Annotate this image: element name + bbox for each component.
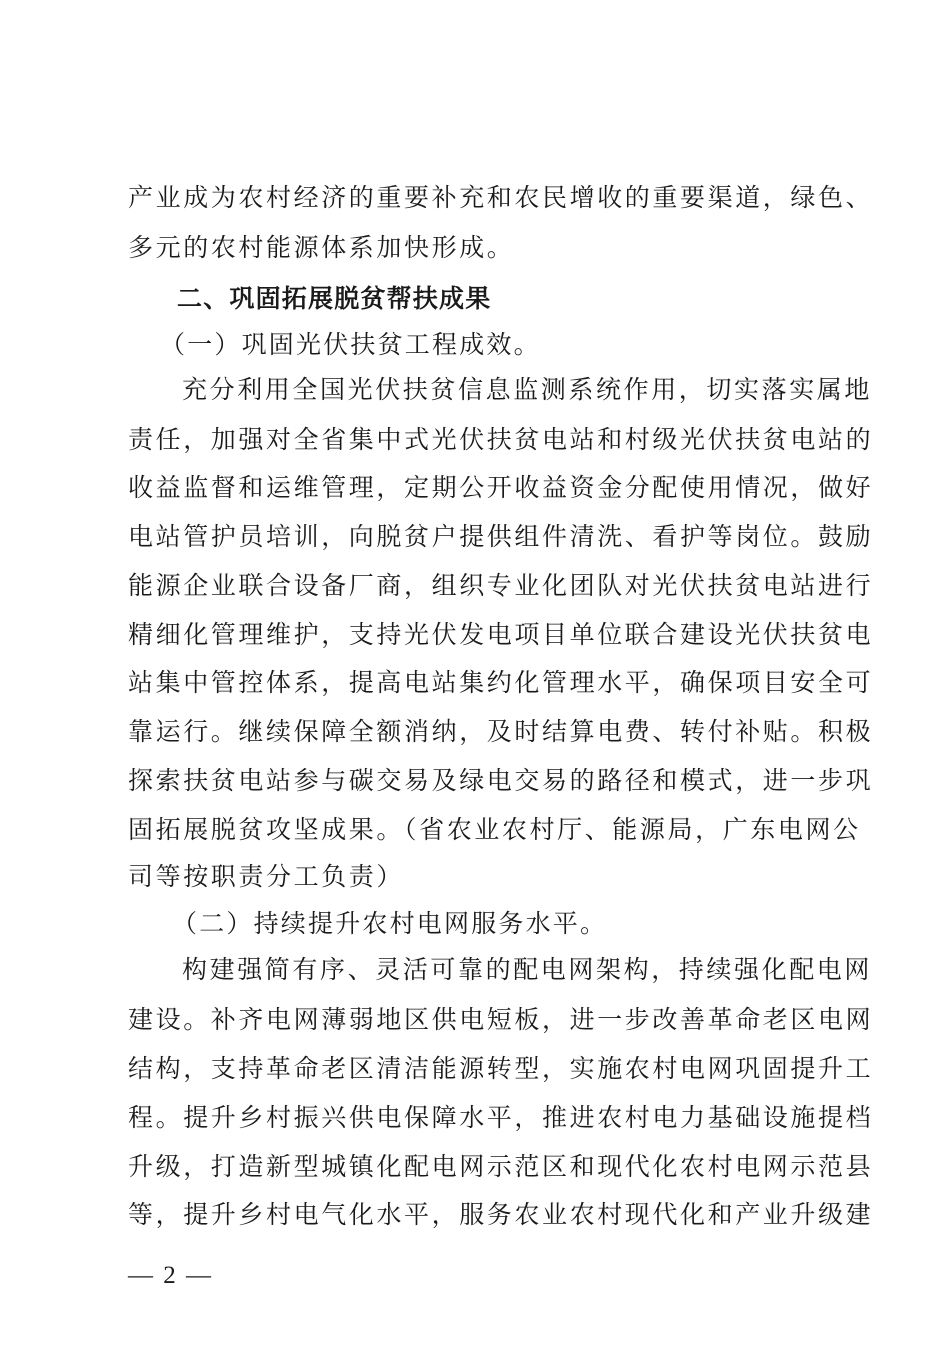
paragraph-line: 结构，支持革命老区清洁能源转型，实施农村电网巩固提升工	[128, 1054, 874, 1083]
paragraph-line: 充分利用全国光伏扶贫信息监测系统作用，切实落实属地	[182, 375, 873, 404]
paragraph-line: 建设。补齐电网薄弱地区供电短板，进一步改善革命老区电网	[128, 1005, 874, 1034]
paragraph-line: 能源企业联合设备厂商，组织专业化团队对光伏扶贫电站进行	[128, 571, 874, 600]
paragraph-line: 程。提升乡村振兴供电保障水平，推进农村电力基础设施提档	[128, 1103, 874, 1132]
paragraph-line: 电站管护员培训，向脱贫户提供组件清洗、看护等岗位。鼓励	[128, 522, 874, 551]
paragraph-line: 构建强简有序、灵活可靠的配电网架构，持续强化配电网	[182, 955, 873, 984]
paragraph-line: 精细化管理维护，支持光伏发电项目单位联合建设光伏扶贫电	[128, 620, 874, 649]
page-number: — 2 —	[128, 1262, 213, 1289]
paragraph-line: 升级，打造新型城镇化配电网示范区和现代化农村电网示范县	[128, 1152, 874, 1181]
paragraph-line: 多元的农村能源体系加快形成。	[128, 233, 515, 262]
paragraph-line: 产业成为农村经济的重要补充和农民增收的重要渠道，绿色、	[128, 183, 874, 212]
paragraph-line: 站集中管控体系，提高电站集约化管理水平，确保项目安全可	[128, 668, 874, 697]
paragraph-line: 等，提升乡村电气化水平，服务农业农村现代化和产业升级建	[128, 1200, 874, 1229]
paragraph-line: 固拓展脱贫攻坚成果。（省农业农村厅、能源局，广东电网公	[128, 815, 861, 844]
paragraph-line: 责任，加强对全省集中式光伏扶贫电站和村级光伏扶贫电站的	[128, 425, 874, 454]
subsection-heading: （一）巩固光伏扶贫工程成效。	[160, 330, 541, 359]
paragraph-line: 探索扶贫电站参与碳交易及绿电交易的路径和模式，进一步巩	[128, 766, 874, 795]
paragraph-line: 靠运行。继续保障全额消纳，及时结算电费、转付补贴。积极	[128, 717, 874, 746]
subsection-heading: （二）持续提升农村电网服务水平。	[172, 909, 608, 938]
paragraph-line: 司等按职责分工负责）	[128, 862, 405, 891]
paragraph-line: 收益监督和运维管理，定期公开收益资金分配使用情况，做好	[128, 473, 874, 502]
section-heading: 二、巩固拓展脱贫帮扶成果	[177, 284, 492, 313]
